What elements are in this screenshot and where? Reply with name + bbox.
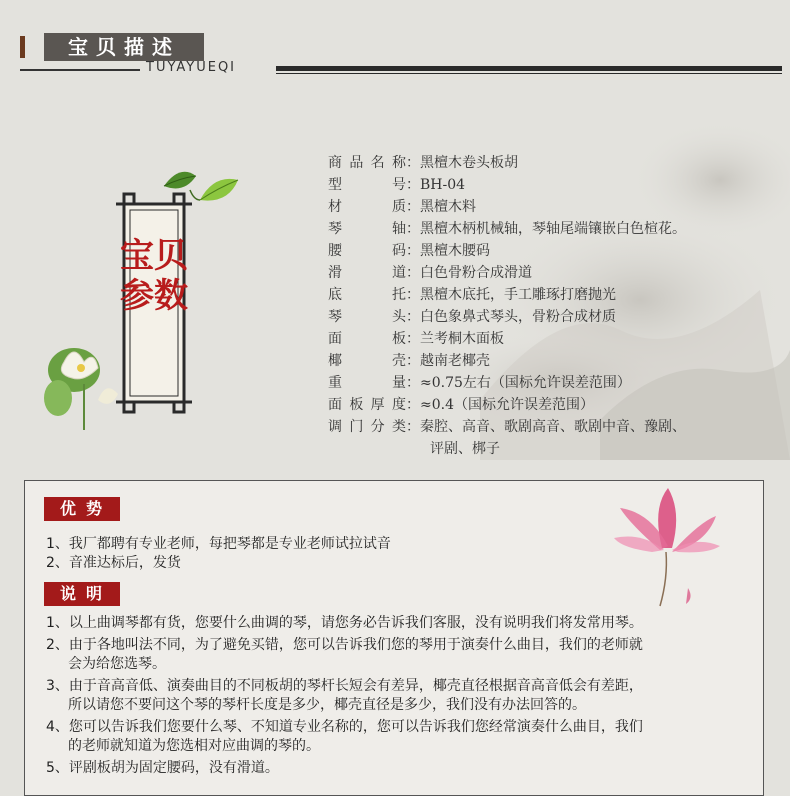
param-value: 白色象鼻式琴头，骨粉合成材质 (420, 309, 616, 325)
list-item: 2、音准达标后，发货 (46, 555, 181, 571)
list-item-continued: 的老师就知道为您选相对应曲调的琴的。 (68, 738, 320, 754)
param-value: 黑檀木腰码 (420, 243, 490, 259)
pink-lotus-icon (612, 488, 722, 608)
param-label: 腰码 (328, 243, 406, 259)
param-row: 滑道：白色骨粉合成滑道 (328, 262, 686, 284)
param-value: ≈0.4（国标允许误差范围） (420, 397, 594, 413)
list-item: 2、由于各地叫法不同，为了避免买错，您可以告诉我们您的琴用于演奏什么曲目，我们的老师就 (46, 637, 643, 653)
param-label: 琴头 (328, 309, 406, 325)
param-value: 黑檀木柄机械轴，琴轴尾端镶嵌白色楦花。 (420, 221, 686, 237)
param-value: 秦腔、高音、歌剧高音、歌剧中音、豫剧、 (420, 419, 686, 435)
param-label: 面板 (328, 331, 406, 347)
param-row: 调门分类：秦腔、高音、歌剧高音、歌剧中音、豫剧、 (328, 416, 686, 438)
param-value: 黑檀木料 (420, 199, 476, 215)
section-title: 宝贝描述 (44, 33, 204, 61)
advantages-list (46, 535, 391, 573)
param-value: ≈0.75左右（国标允许误差范围） (420, 375, 631, 391)
param-value: 白色骨粉合成滑道 (420, 265, 532, 281)
param-row: 材质：黑檀木料 (328, 196, 686, 218)
sign-text (116, 236, 192, 316)
param-label: 椰壳 (328, 353, 406, 369)
param-value: 黑檀木底托，手工雕琢打磨抛光 (420, 287, 616, 303)
param-row: 底托：黑檀木底托，手工雕琢打磨抛光 (328, 284, 686, 306)
param-row: 商品名称：黑檀木卷头板胡 (328, 152, 686, 174)
param-row: 琴头：白色象鼻式琴头，骨粉合成材质 (328, 306, 686, 328)
list-item: 1、以上曲调琴都有货，您要什么曲调的琴，请您务必告诉我们客服，没有说明我们将发常用琴。 (46, 615, 643, 631)
param-label: 型号 (328, 177, 406, 193)
param-value: 黑檀木卷头板胡 (420, 155, 518, 171)
param-label: 面板厚度 (328, 397, 406, 413)
param-row: 琴轴：黑檀木柄机械轴，琴轴尾端镶嵌白色楦花。 (328, 218, 686, 240)
section-subtitle: TUYAYUEQI (146, 60, 237, 75)
sign-line-1: 宝贝 (120, 236, 188, 276)
list-item: 4、您可以告诉我们您要什么琴、不知道专业名称的，您可以告诉我们您经常演奏什么曲目，我们 (46, 719, 643, 735)
param-label: 重量 (328, 375, 406, 391)
param-label: 商品名称 (328, 155, 406, 171)
param-label: 滑道 (328, 265, 406, 281)
list-item-continued: 会为给您选琴。 (68, 656, 166, 672)
white-lotus-icon (44, 340, 124, 430)
header-divider-right (276, 66, 782, 71)
advantages-tag: 优势 (44, 497, 120, 521)
list-item: 1、我厂都聘有专业老师，每把琴都是专业老师试拉试音 (46, 536, 391, 552)
list-item: 5、评剧板胡为固定腰码，没有滑道。 (46, 760, 279, 776)
notes-tag: 说明 (44, 582, 120, 606)
param-row: 面板：兰考桐木面板 (328, 328, 686, 350)
list-item: 3、由于音高音低、演奏曲目的不同板胡的琴杆长短会有差异，椰壳直径根据音高音低会有差距， (46, 678, 643, 694)
param-value: 兰考桐木面板 (420, 331, 504, 347)
header-accent-bar (20, 36, 25, 58)
param-label: 琴轴 (328, 221, 406, 237)
notes-list (46, 614, 643, 778)
product-params (328, 152, 686, 460)
param-row: 面板厚度：≈0.4（国标允许误差范围） (328, 394, 686, 416)
list-item-continued: 所以请您不要问这个琴的琴杆长度是多少，椰壳直径是多少，我们没有办法回答的。 (68, 697, 586, 713)
sign-line-2: 参数 (120, 276, 188, 316)
param-value: BH-04 (420, 177, 466, 193)
param-label: 材质 (328, 199, 406, 215)
param-row: 腰码：黑檀木腰码 (328, 240, 686, 262)
param-label: 底托 (328, 287, 406, 303)
param-value-continued: 评剧、梆子 (430, 441, 500, 457)
header-divider-right-thin (276, 73, 782, 74)
header-divider-left (20, 69, 140, 71)
params-sign (116, 190, 192, 416)
param-row: 重量：≈0.75左右（国标允许误差范围） (328, 372, 686, 394)
param-label: 调门分类 (328, 419, 406, 435)
param-row: 型号：BH-04 (328, 174, 686, 196)
param-value: 越南老椰壳 (420, 353, 490, 369)
param-row: 椰壳：越南老椰壳 (328, 350, 686, 372)
